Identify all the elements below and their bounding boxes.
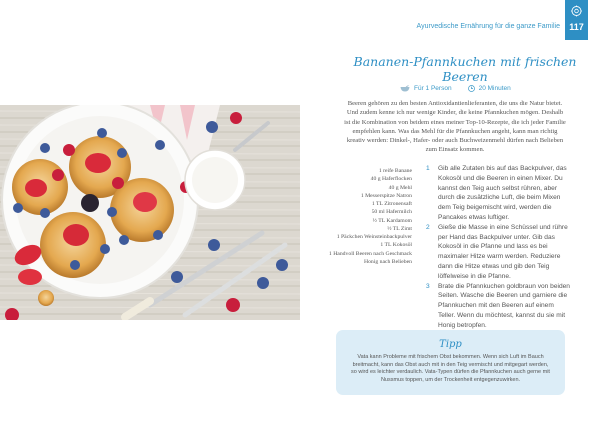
step-number: 2 [426, 223, 430, 231]
step-text: Brate die Pfannkuchen goldbraun von beiden Seiten. Wasche die Beeren und garniere die Pfannkuchen mit den Beeren auf einem Teller. Wenn du möchtest, kannst du sie mit Honig betropfen. [438, 282, 570, 329]
photo-illustration [0, 105, 300, 320]
ingredient-item: 40 g Mehl [388, 184, 412, 191]
step-text: Gieße die Masse in eine Schüssel und rühre per Hand das Backpulver unter. Gib das Kokosöl in die Pfanne und lass es bei maximaler Hitze warm werden. Reduziere dann die Hitze etwas und gib den Teig löffelweise in die Pfanne. [438, 223, 568, 280]
bowl-icon [400, 85, 410, 92]
step-number: 3 [426, 282, 430, 290]
step-text: Gib alle Zutaten bis auf das Backpulver, das Kokosöl und die Beeren in einen Mixer. Du kannst den Teig auch selbst rühren, aber durch die zusätzliche Luft, die beim Mixen dem Teig beigemischt wird, werden die Pancakes etwas luftiger. [438, 165, 567, 221]
ingredient-item: 1 TL Kokosöl [380, 242, 412, 249]
ingredient-item: Honig nach Belieben [363, 258, 412, 265]
step-item [426, 223, 570, 282]
tip-box [336, 330, 565, 395]
ingredient-item: 1 TL Zitronensaft [371, 201, 412, 207]
ingredient-item: 1 Messerspitze Natron [360, 192, 412, 199]
page-number: 117 [569, 22, 584, 32]
pancake-photo [0, 105, 300, 320]
step-item [426, 164, 570, 223]
step-number: 1 [426, 165, 430, 172]
ingredient-item: 1 Päckchen Weinsteinbackpulver [336, 234, 412, 240]
ingredient-item: 40 g Haferflocken [370, 176, 412, 183]
servings-text: Für 1 Person [414, 85, 452, 92]
step-item [426, 282, 570, 331]
page-number-tab [565, 0, 588, 40]
ingredient-item: 1 reife Banane [378, 168, 412, 174]
tip-title: Tipp [439, 339, 462, 350]
clock-icon [468, 85, 475, 92]
recipe-meta [400, 85, 511, 92]
lotus-icon [570, 5, 583, 17]
instruction-steps [426, 164, 570, 331]
ingredient-item: ½ TL Kardamom [372, 217, 412, 224]
ingredient-list [320, 167, 412, 266]
running-header: Ayurvedische Ernährung für die ganze Familie [416, 23, 560, 30]
ingredient-item: ½ TL Zimt [387, 225, 412, 232]
recipe-intro: Beeren gehören zu den besten Antioxidantienlieferanten, die uns die Natur bietet. Und zudem kenne ich nur wenige Kinder, die keine Pfannkuchen mögen. Deshalb ist die Kombination von beidem eines meiner Top-10-Rezepte, die ich jeder Familie empfehlen kann. Was das Mehl für die Pfannkuchen angeht, kann man richtig kreativ werden: Dinkel-, Hafer- oder auch Buchweizenmehl dürfen nach Belieben zum Einsatz kommen. [344, 100, 566, 154]
recipe-title: Bananen-Pfannkuchen mit frischen Beeren [353, 54, 577, 84]
ingredient-item: 50 ml Hafermilch [371, 209, 412, 216]
tip-text: Vata kann Probleme mit frischem Obst bekommen. Wenn sich Luft im Bauch breitmacht, kann das Obst auch mit in den Teig vermischt und mitgegart werden, so wird es leichter verdaulich. Vata-Typen dürfen die Pfannkuchen auch gerne mit Nussmus toppen, um der Trockenheit entgegenzuwirken. [351, 354, 550, 383]
time-text: 20 Minuten [478, 85, 511, 92]
ingredient-item: 1 Handvoll Beeren nach Geschmack [328, 250, 412, 257]
